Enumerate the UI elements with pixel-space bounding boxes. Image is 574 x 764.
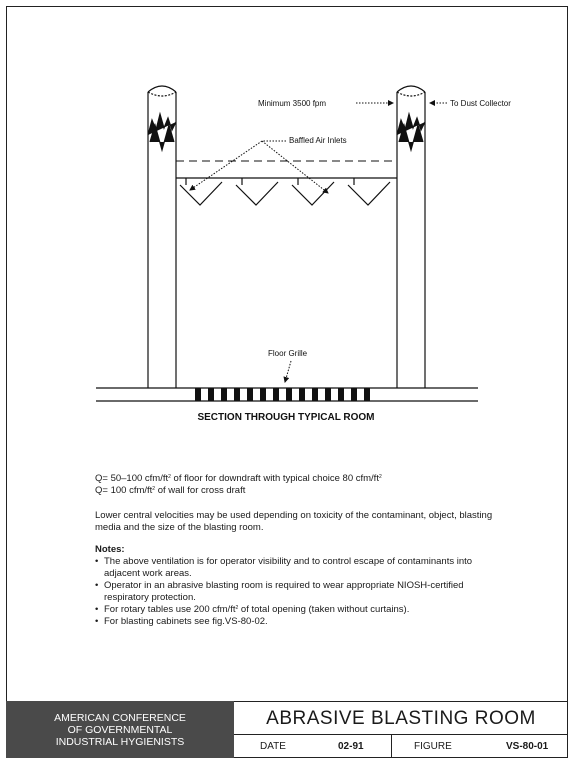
- formula-crossdraft: [95, 485, 382, 497]
- section-caption: SECTION THROUGH TYPICAL ROOM: [197, 412, 375, 423]
- note-text: of total opening (taken without curtains).: [238, 604, 410, 615]
- min-velocity-label: Minimum 3500 fpm: [258, 99, 327, 108]
- dust-collector-label: To Dust Collector: [450, 99, 511, 108]
- org-line: OF GOVERNMENTAL: [67, 723, 173, 736]
- org-line: INDUSTRIAL HYGIENISTS: [55, 735, 185, 748]
- formula-downdraft: [95, 473, 382, 485]
- formula-text: Q= 100 cfm/ft: [95, 485, 153, 496]
- formula-text: Q= 50–100 cfm/ft: [95, 473, 169, 484]
- date-value: 02-91: [338, 741, 364, 752]
- title-area: [234, 701, 568, 758]
- note-item: [95, 604, 495, 616]
- lower-velocities-paragraph: Lower central velocities may be used depending on toxicity of the contaminant, object, blasting media and the size of the blasting room.: [95, 510, 493, 533]
- baffled-inlets-label: Baffled Air Inlets: [289, 136, 347, 145]
- org-line: AMERICAN CONFERENCE: [54, 711, 186, 724]
- formula-text: of wall for cross draft: [155, 485, 246, 496]
- floor-grille-label: Floor Grille: [268, 349, 308, 358]
- divider: [391, 735, 392, 758]
- superscript: 2: [152, 486, 156, 492]
- note-item: • The above ventilation is for operator visibility and to control escape of contaminants into adjacent work areas.: [95, 556, 495, 580]
- figure-label: FIGURE: [414, 741, 452, 752]
- title-block: [6, 701, 568, 758]
- floor-grille: [195, 388, 370, 401]
- figure-value: VS-80-01: [506, 741, 549, 752]
- airflow-formulas: [95, 473, 382, 497]
- note-item: • Operator in an abrasive blasting room is required to wear appropriate NIOSH-certified respiratory protection.: [95, 580, 495, 604]
- drawing-title: ABRASIVE BLASTING ROOM: [266, 708, 536, 729]
- organization-block: [6, 701, 234, 758]
- right-exhaust-duct: [397, 86, 425, 388]
- superscript: 2: [378, 474, 382, 480]
- meta-row: [234, 734, 568, 758]
- note-text: For rotary tables use 200 cfm/ft: [104, 604, 236, 615]
- superscript: 2: [168, 474, 171, 480]
- baffled-air-inlets: [176, 178, 397, 205]
- note-item: • For blasting cabinets see fig.VS-80-02.: [95, 616, 495, 628]
- superscript: 2: [235, 605, 239, 611]
- left-exhaust-duct: [148, 86, 176, 388]
- notes-title: Notes:: [95, 544, 125, 555]
- formula-text: of floor for downdraft with typical choice 80 cfm/ft: [170, 473, 379, 484]
- date-label: DATE: [260, 741, 286, 752]
- notes-section: [95, 544, 495, 628]
